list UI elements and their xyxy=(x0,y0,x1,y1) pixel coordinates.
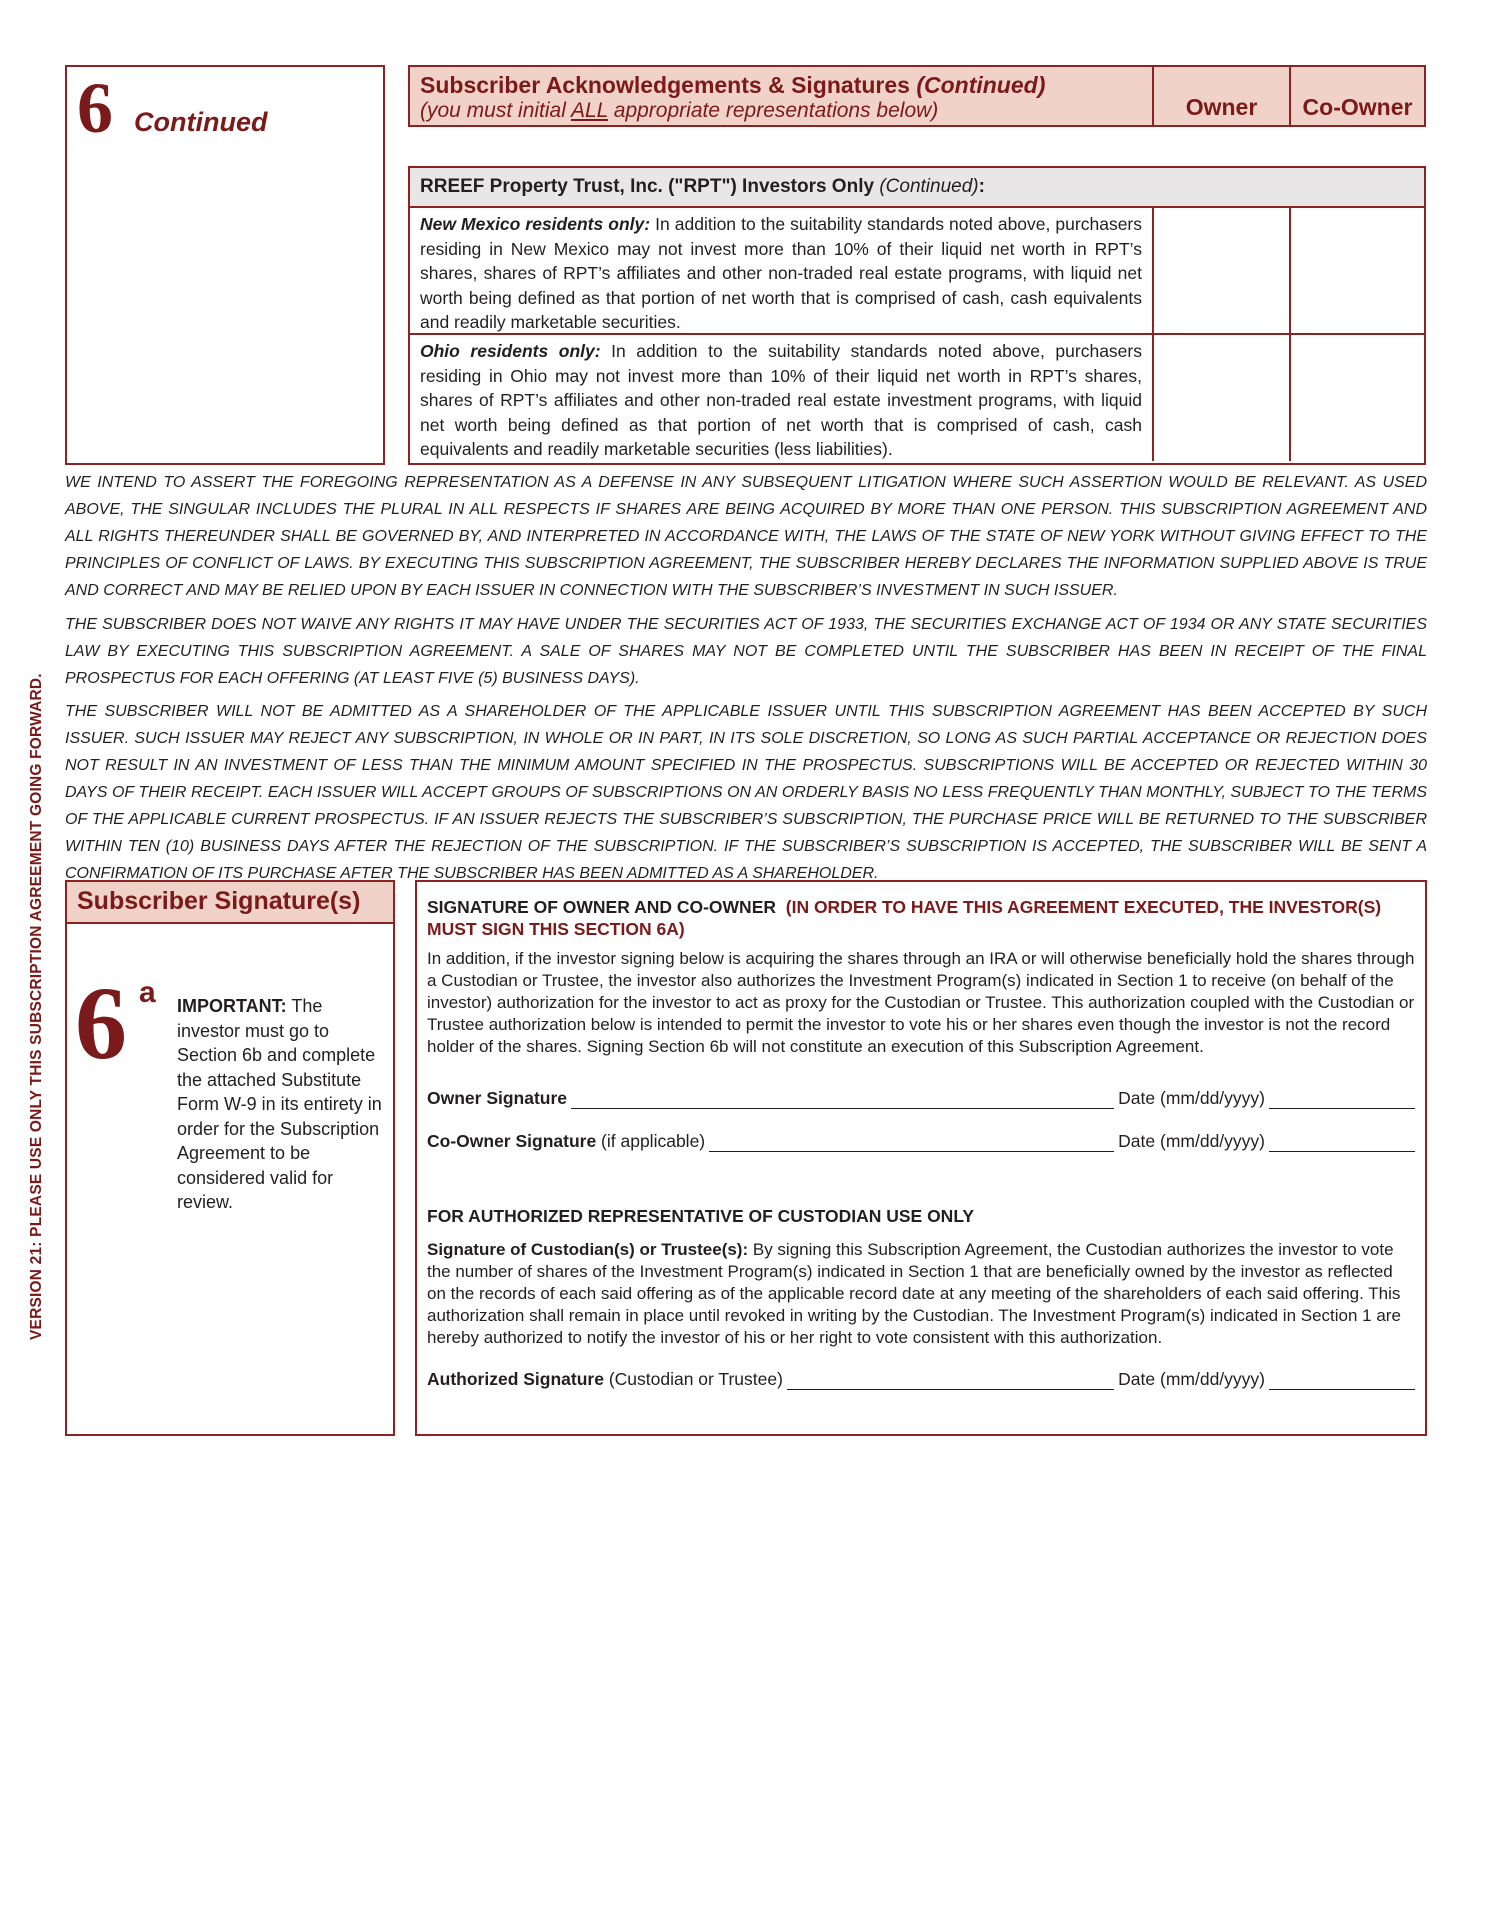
custodian-section-heading: FOR AUTHORIZED REPRESENTATIVE OF CUSTODIAN USE ONLY xyxy=(427,1206,975,1226)
important-note: IMPORTANT: The investor must go to Section 6b and complete the attached Substitute Form W-9 in its entirety in order for the Subscription Agreement to be considered valid for review. xyxy=(177,996,382,1212)
new-mexico-row xyxy=(410,208,1424,335)
new-mexico-owner-initial-field[interactable] xyxy=(1154,208,1291,333)
ohio-coowner-initial-field[interactable] xyxy=(1291,335,1424,461)
owner-signature-label: Owner Signature xyxy=(427,1088,568,1108)
rpt-investors-table xyxy=(408,166,1426,465)
rpt-table-heading: RREEF Property Trust, Inc. ("RPT") Investors Only (Continued): xyxy=(410,168,1424,208)
section-continued-label: Continued xyxy=(134,107,268,137)
owner-signature-field[interactable] xyxy=(571,1091,1114,1109)
signature-heading: SIGNATURE OF OWNER AND CO-OWNER (IN ORDER TO HAVE THIS AGREEMENT EXECUTED, THE INVESTOR(S) MUST SIGN THIS SECTION 6A) xyxy=(427,897,1382,939)
signature-panel xyxy=(415,880,1427,1436)
authorized-date-field[interactable] xyxy=(1269,1372,1415,1390)
subscriber-signature-section xyxy=(65,880,395,1436)
acknowledgements-header xyxy=(408,65,1426,127)
acknowledgements-title-cell xyxy=(410,67,1154,125)
owner-column-header: Owner xyxy=(1154,67,1291,125)
coowner-signature-label: Co-Owner Signature (if applicable) xyxy=(427,1131,706,1151)
authorized-date-label: Date (mm/dd/yyyy) xyxy=(1118,1369,1265,1389)
section-6a-letter: a xyxy=(139,976,156,1009)
disclaimer-securities-act: THE SUBSCRIBER DOES NOT WAIVE ANY RIGHTS IT MAY HAVE UNDER THE SECURITIES ACT OF 1933, THE SECURITIES EXCHANGE ACT OF 1934 OR ANY STATE SECURITIES LAW BY EXECUTING THIS SUBSCRIPTION AGREEMENT. A SALE OF SHARES MAY NOT BE COMPLETED UNTIL THE SUBSCRIBER HAS BEEN IN RECEIPT OF THE FINAL PROSPECTUS FOR EACH OFFERING (AT LEAST FIVE (5) BUSINESS DAYS). xyxy=(65,616,1427,687)
owner-date-field[interactable] xyxy=(1269,1091,1415,1109)
authorized-signature-field[interactable] xyxy=(787,1372,1114,1390)
owner-signature-line xyxy=(427,1088,1415,1109)
coowner-signature-field[interactable] xyxy=(709,1134,1114,1152)
owner-date-label: Date (mm/dd/yyyy) xyxy=(1118,1088,1265,1108)
disclaimer-representation: WE INTEND TO ASSERT THE FOREGOING REPRESENTATION AS A DEFENSE IN ANY SUBSEQUENT LITIGATION WHERE SUCH ASSERTION WOULD BE RELEVANT. AS USED ABOVE, THE SINGULAR INCLUDES THE PLURAL IN ALL RESPECTS IF SHARES ARE BEING ACQUIRED BY MORE THAN ONE PERSON. THIS SUBSCRIPTION AGREEMENT AND ALL RIGHTS THEREUNDER SHALL BE GOVERNED BY, AND INTERPRETED IN ACCORDANCE WITH, THE LAWS OF THE STATE OF NEW YORK WITHOUT GIVING EFFECT TO THE PRINCIPLES OF CONFLICT OF LAWS. BY EXECUTING THIS SUBSCRIPTION AGREEMENT, THE SUBSCRIBER HEREBY DECLARES THE INFORMATION SUPPLIED ABOVE IS TRUE AND CORRECT AND MAY BE RELIED UPON BY EACH ISSUER IN CONNECTION WITH THE SUBSCRIBER’S INVESTMENT IN SUCH ISSUER. xyxy=(65,474,1427,599)
authorized-signature-line xyxy=(427,1369,1415,1390)
new-mexico-text: New Mexico residents only: In addition to the suitability standards noted above, purchasers residing in New Mexico may not invest more than 10% of their liquid net worth in RPT’s shares, shares of RPT’s affiliates and other non-traded real estate programs, with liquid net worth being defined as that portion of net worth that is comprised of cash, cash equivalents and readily marketable securities. xyxy=(410,208,1154,333)
custodian-authorization-paragraph: Signature of Custodian(s) or Trustee(s): By signing this Subscription Agreement, the Custodian authorizes the investor to vote the number of shares of the Investment Program(s) indicated in Section 1 that are beneficially owned by the investor as reflected on the records of each said offering as of the applicable record date at any meeting of the shareholders of each said offering. This authorization shall remain in place until revoked in writing by the Custodian. The Investment Program(s) indicated in Section 1 are hereby authorized to notify the investor of his or her right to vote consistent with this authorization. xyxy=(427,1240,1401,1347)
authorized-signature-label: Authorized Signature (Custodian or Trustee) xyxy=(427,1369,783,1389)
section-number: 6 xyxy=(77,68,113,148)
acknowledgements-subtitle: (you must initial ALL appropriate representations below) xyxy=(420,99,939,122)
disclaimer-acceptance: THE SUBSCRIBER WILL NOT BE ADMITTED AS A SHAREHOLDER OF THE APPLICABLE ISSUER UNTIL THIS SUBSCRIPTION AGREEMENT HAS BEEN ACCEPTED BY SUCH ISSUER. SUCH ISSUER MAY REJECT ANY SUBSCRIPTION, IN WHOLE OR IN PART, IN ITS SOLE DISCRETION, SO LONG AS SUCH PARTIAL ACCEPTANCE OR REJECTION DOES NOT RESULT IN AN INVESTMENT OF LESS THAN THE MINIMUM AMOUNT SPECIFIED IN THE PROSPECTUS. SUBSCRIPTIONS WILL BE ACCEPTED OR REJECTED WITHIN 30 DAYS OF THEIR RECEIPT. EACH ISSUER WILL ACCEPT GROUPS OF SUBSCRIPTIONS ON AN ORDERLY BASIS NO LESS FREQUENTLY THAN MONTHLY, SUBJECT TO THE TERMS OF THE APPLICABLE CURRENT PROSPECTUS. IF AN ISSUER REJECTS THE SUBSCRIBER’S SUBSCRIPTION, THE PURCHASE PRICE WILL BE RETURNED TO THE SUBSCRIBER WITHIN TEN (10) BUSINESS DAYS AFTER THE REJECTION OF THE SUBSCRIPTION. IF THE SUBSCRIBER’S SUBSCRIPTION IS ACCEPTED, THE SUBSCRIBER WILL BE SENT A CONFIRMATION OF ITS PURCHASE AFTER THE SUBSCRIBER HAS BEEN ADMITTED AS A SHAREHOLDER. xyxy=(65,703,1427,882)
section-6a-number: 6 xyxy=(75,966,127,1081)
acknowledgements-title: Subscriber Acknowledgements & Signatures (Continued) xyxy=(420,72,1046,98)
subscriber-signature-title: Subscriber Signature(s) xyxy=(67,882,393,924)
ohio-owner-initial-field[interactable] xyxy=(1154,335,1291,461)
new-mexico-coowner-initial-field[interactable] xyxy=(1291,208,1424,333)
coowner-signature-line xyxy=(427,1131,1415,1152)
coowner-column-header: Co-Owner xyxy=(1302,94,1413,120)
version-side-text: VERSION 21: PLEASE USE ONLY THIS SUBSCRIPTION AGREEMENT GOING FORWARD. xyxy=(28,673,45,1340)
ohio-row xyxy=(410,335,1424,461)
coowner-date-field[interactable] xyxy=(1269,1134,1415,1152)
section-6-box xyxy=(65,65,385,465)
coowner-date-label: Date (mm/dd/yyyy) xyxy=(1118,1131,1265,1151)
proxy-authorization-paragraph: In addition, if the investor signing below is acquiring the shares through an IRA or will otherwise beneficially hold the shares through a Custodian or Trustee, the investor also authorizes the Investment Program(s) indicated in Section 1 to receive (on behalf of the investor) authorization for the investor to act as proxy for the Custodian or Trustee. This authorization coupled with the Custodian or Trustee authorization below is intended to permit the investor to vote his or her shares even though the investor is not the record holder of the shares. Signing Section 6b will not constitute an execution of this Subscription Agreement. xyxy=(427,949,1415,1056)
ohio-text: Ohio residents only: In addition to the suitability standards noted above, purchasers residing in Ohio may not invest more than 10% of their liquid net worth in RPT’s shares, shares of RPT’s affiliates and other non-traded real estate investment programs, with liquid net worth being defined as that portion of net worth that is comprised of cash, cash equivalents and readily marketable securities (less liabilities). xyxy=(410,335,1154,461)
